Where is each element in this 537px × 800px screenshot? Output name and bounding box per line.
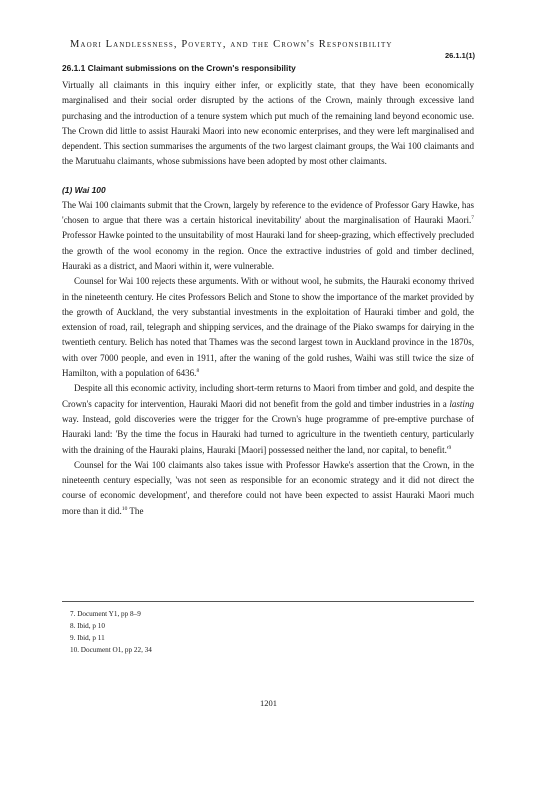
footnote-divider [62,601,474,602]
main-content [62,62,474,519]
subsection-heading [62,184,474,196]
footnote-ref-7[interactable]: 7 [471,215,474,222]
footnote-10: 10. Document O1, pp 22, 34 [70,646,152,654]
body-paragraph-3: Despite all this economic activity, including short-term returns to Maori from timber and gold, and despite the Crown's capacity for intervention, Hauraki Maori did not benefit from the gold and timber industries in a lasting way. Instead, gold discoveries were the trigger for the Crown's huge programme of pre-emptive purchase of Hauraki land: 'By the time the focus in Hauraki had turned to agriculture in the twentieth century, particularly with the draining of the Hauraki plains, Hauraki [Maori] possessed neither the land, nor capital, to $benefit.'^9$ [62,383,474,455]
footnote-ref-8[interactable]: 8 [196,368,200,375]
section-title: Claimant submissions on the Crown's responsibility [87,63,296,73]
footnote-9: 9. Ibid, p 11 [70,634,105,642]
body-paragraph-2: Counsel for Wai 100 rejects these arguments. With or without wool, he submits, the Hauraki economy thrived in the nineteenth century. He cites Professors Belich and Stone to show the importance of the market provided by the growth of Auckland, the very substantial investments in the exploitation of Hauraki timber and gold, the extension of road, rail, telegraph and shipping services, and the drainage of the Piako swamps for dairying in the twentieth century. Belich has noted that Thames was the second largest town in Auckland province in the 1870s, with over 7000 people, and even in 1911, after the waning of the gold rushes, Waihi was still twice the size of Hamilton, with a population of 6436.$^8$ [62,276,474,379]
footnote-8: 8. Ibid, p 10 [70,622,105,630]
footnote-ref-10[interactable]: 10 [121,505,128,512]
footnotes [70,608,370,656]
section-heading [62,62,474,74]
intro-paragraph: Virtually all claimants in this inquiry either infer, or explicitly state, that they have been economically marginalised and their social order disrupted by the actions of the Crown, mainly through excessive land purchasing and the introduction of a tenure system which put much of the remaining land beyond economic use. The Crown did little to assist Hauraki Maori into new economic enterprises, and they were left marginalised and dependent. This section summarises the arguments of the two largest claimant groups, the Wai 100 claimants and the Marutuahu claimants, whose submissions have been adopted by most other claimants. [62,80,474,167]
paragraph-reference: 26.1.1(1) [444,51,475,60]
body-paragraph-4: Counsel for the Wai 100 claimants also takes issue with Professor Hawke's assertion that the Crown, in the nineteenth century especially, 'was not seen as responsible for an economic strategy and it did not direct the course of economic development', and therefore could not have been expected to assist Hauraki Maori much more than it did.$^{10}$ The [62,459,474,516]
page-number: 1201 [260,698,277,708]
section-number: 26.1.1 [62,63,86,73]
subsection-number: (1) [62,184,73,195]
running-head: Maori Landlessness, Poverty, and the Crown's Responsibility [70,39,393,50]
subsection-title: Wai 100 [74,184,106,195]
emphasis-lasting: lasting [449,398,474,409]
footnote-7: 7. Document Y1, pp 8–9 [70,610,141,618]
body-paragraph-1: The Wai 100 claimants submit that the Crown, largely by reference to the evidence of Professor Gary Hawke, has 'chosen to argue that there was a certain historical inevitability' about the marginalisation of Hauraki Maori.$^7$ Professor Hawke pointed to the unsuitability of most Hauraki land for sheep-grazing, which effectively precluded the growth of the wool economy in the region. Once the extractive industries of gold and timber declined, Hauraki as a district, and Maori within it, were vulnerable. [62,199,474,271]
footnote-ref-9[interactable]: 9 [448,444,452,451]
